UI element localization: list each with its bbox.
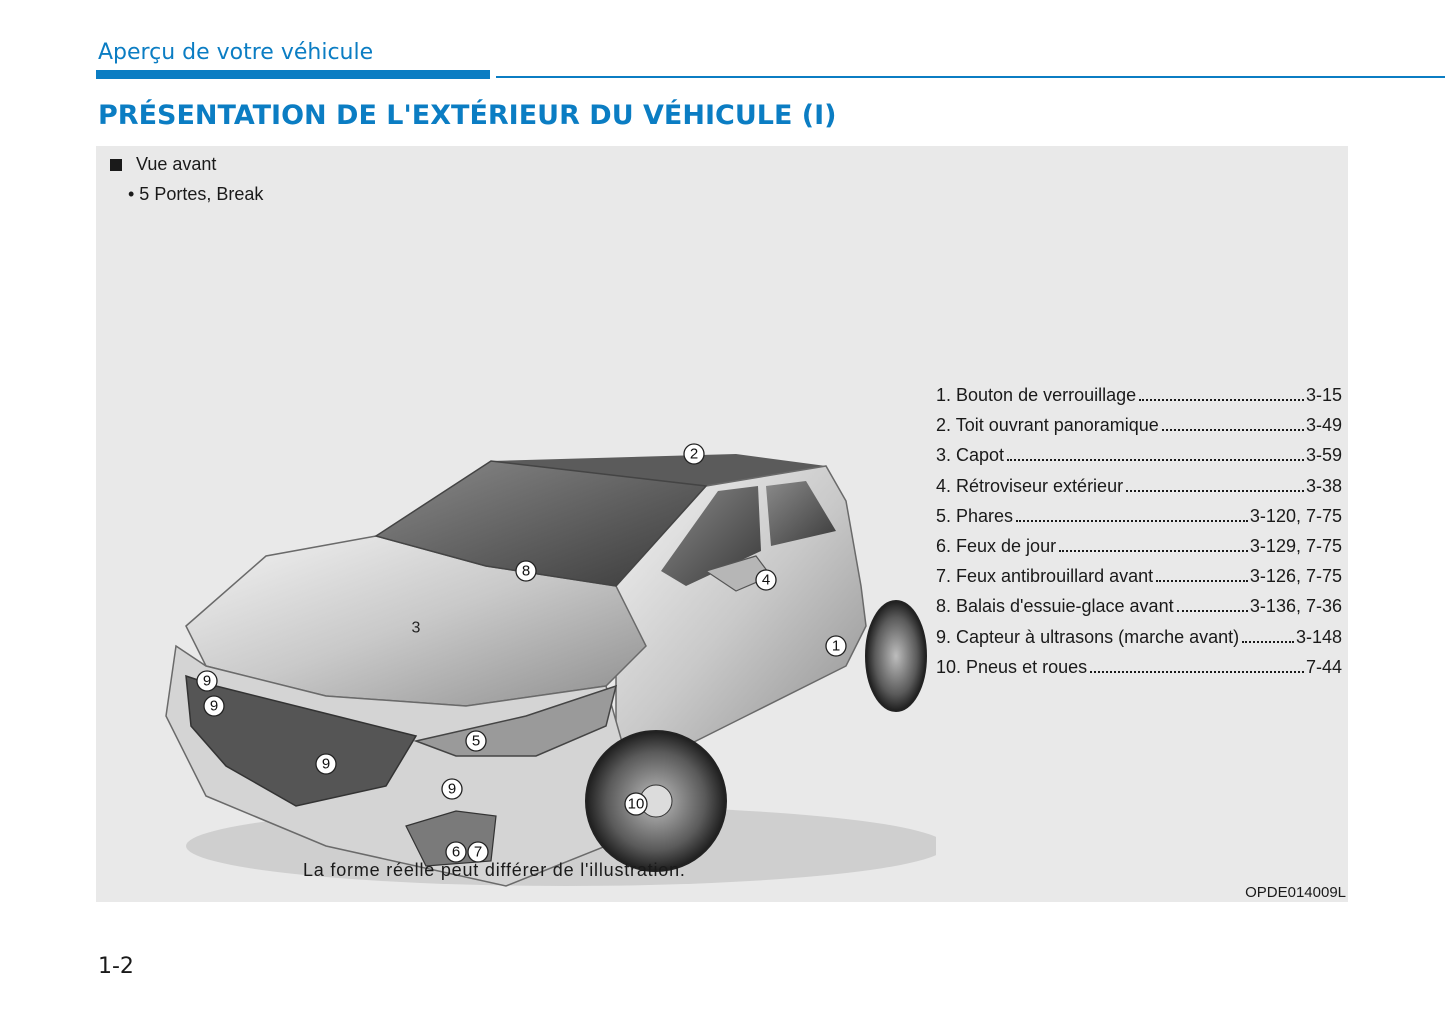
part-page-ref: 3-59 [1305, 445, 1342, 466]
callout-6 [446, 842, 466, 862]
car-rear-wheel [866, 601, 926, 711]
header-rule-thick [96, 70, 490, 79]
svg-text:9: 9 [321, 755, 331, 773]
leader-dots [1090, 671, 1304, 673]
callout-9-d [442, 779, 462, 799]
svg-text:9: 9 [202, 672, 212, 690]
callout-3: 3 [411, 619, 421, 637]
leader-dots [1016, 520, 1248, 522]
page-number: 1-2 [98, 954, 134, 979]
part-label: 6. Feux de jour [936, 536, 1057, 557]
svg-text:9: 9 [209, 697, 219, 715]
part-item-7 [936, 561, 1342, 591]
part-item-5 [936, 501, 1342, 531]
leader-dots [1156, 580, 1248, 582]
leader-dots [1139, 399, 1304, 401]
part-item-9 [936, 622, 1342, 652]
square-bullet-icon [110, 159, 122, 171]
car-illustration-svg [146, 286, 936, 926]
leader-dots [1177, 610, 1248, 612]
part-item-1 [936, 380, 1342, 410]
part-page-ref: 3-120, 7-75 [1249, 505, 1342, 526]
svg-text:8: 8 [521, 562, 531, 580]
part-label: 5. Phares [936, 505, 1014, 526]
part-label: 3. Capot [936, 445, 1005, 466]
svg-text:7: 7 [473, 843, 483, 861]
svg-text:4: 4 [761, 571, 771, 589]
page-title: PRÉSENTATION DE L'EXTÉRIEUR DU VÉHICULE (I) [98, 100, 837, 131]
callout-5 [466, 731, 486, 751]
part-item-10 [936, 652, 1342, 682]
part-page-ref: 3-38 [1305, 475, 1342, 496]
part-page-ref: 3-126, 7-75 [1249, 566, 1342, 587]
svg-text:6: 6 [451, 843, 461, 861]
view-label [110, 154, 216, 175]
part-item-8 [936, 591, 1342, 621]
part-label: 2. Toit ouvrant panoramique [936, 415, 1159, 436]
parts-list [936, 380, 1342, 682]
part-page-ref: 3-148 [1295, 626, 1342, 647]
callout-1 [826, 636, 846, 656]
part-label: 8. Balais d'essuie-glace avant [936, 596, 1174, 617]
svg-text:2: 2 [689, 445, 699, 463]
part-page-ref: 3-129, 7-75 [1249, 536, 1342, 557]
part-page-ref: 7-44 [1305, 656, 1342, 677]
callout-9-a [197, 671, 217, 691]
leader-dots [1242, 641, 1294, 643]
callout-9-c [316, 754, 336, 774]
svg-text:1: 1 [831, 637, 841, 655]
callout-9-b [204, 696, 224, 716]
part-label: 4. Rétroviseur extérieur [936, 475, 1124, 496]
svg-text:10: 10 [627, 795, 645, 813]
svg-text:5: 5 [471, 732, 481, 750]
part-page-ref: 3-15 [1305, 385, 1342, 405]
leader-dots [1126, 490, 1304, 492]
leader-dots [1162, 429, 1304, 431]
header-rule-thin [496, 76, 1445, 78]
view-label-text: Vue avant [136, 154, 217, 174]
section-header: Aperçu de votre véhicule [98, 40, 374, 65]
leader-dots [1007, 459, 1304, 461]
callout-4 [756, 570, 776, 590]
part-label: 7. Feux antibrouillard avant [936, 566, 1154, 587]
callout-2 [684, 444, 704, 464]
part-item-6 [936, 531, 1342, 561]
part-item-4 [936, 471, 1342, 501]
part-label: 10. Pneus et roues [936, 656, 1088, 677]
figure-caption: La forme réelle peut différer de l'illustration. [303, 860, 686, 880]
sub-label: • 5 Portes, Break [128, 184, 264, 204]
svg-text:9: 9 [447, 780, 457, 798]
callout-7 [468, 842, 488, 862]
part-label: 1. Bouton de verrouillage [936, 385, 1137, 405]
leader-dots [1059, 550, 1248, 552]
part-label: 9. Capteur à ultrasons (marche avant) [936, 626, 1240, 647]
part-page-ref: 3-136, 7-36 [1249, 596, 1342, 617]
callout-10 [625, 793, 647, 815]
car-illustration [146, 286, 936, 926]
figure-panel [96, 146, 1348, 902]
part-item-3 [936, 440, 1342, 470]
callout-8 [516, 561, 536, 581]
part-item-2 [936, 410, 1342, 440]
part-page-ref: 3-49 [1305, 415, 1342, 436]
figure-code: OPDE014009L [1245, 884, 1346, 901]
